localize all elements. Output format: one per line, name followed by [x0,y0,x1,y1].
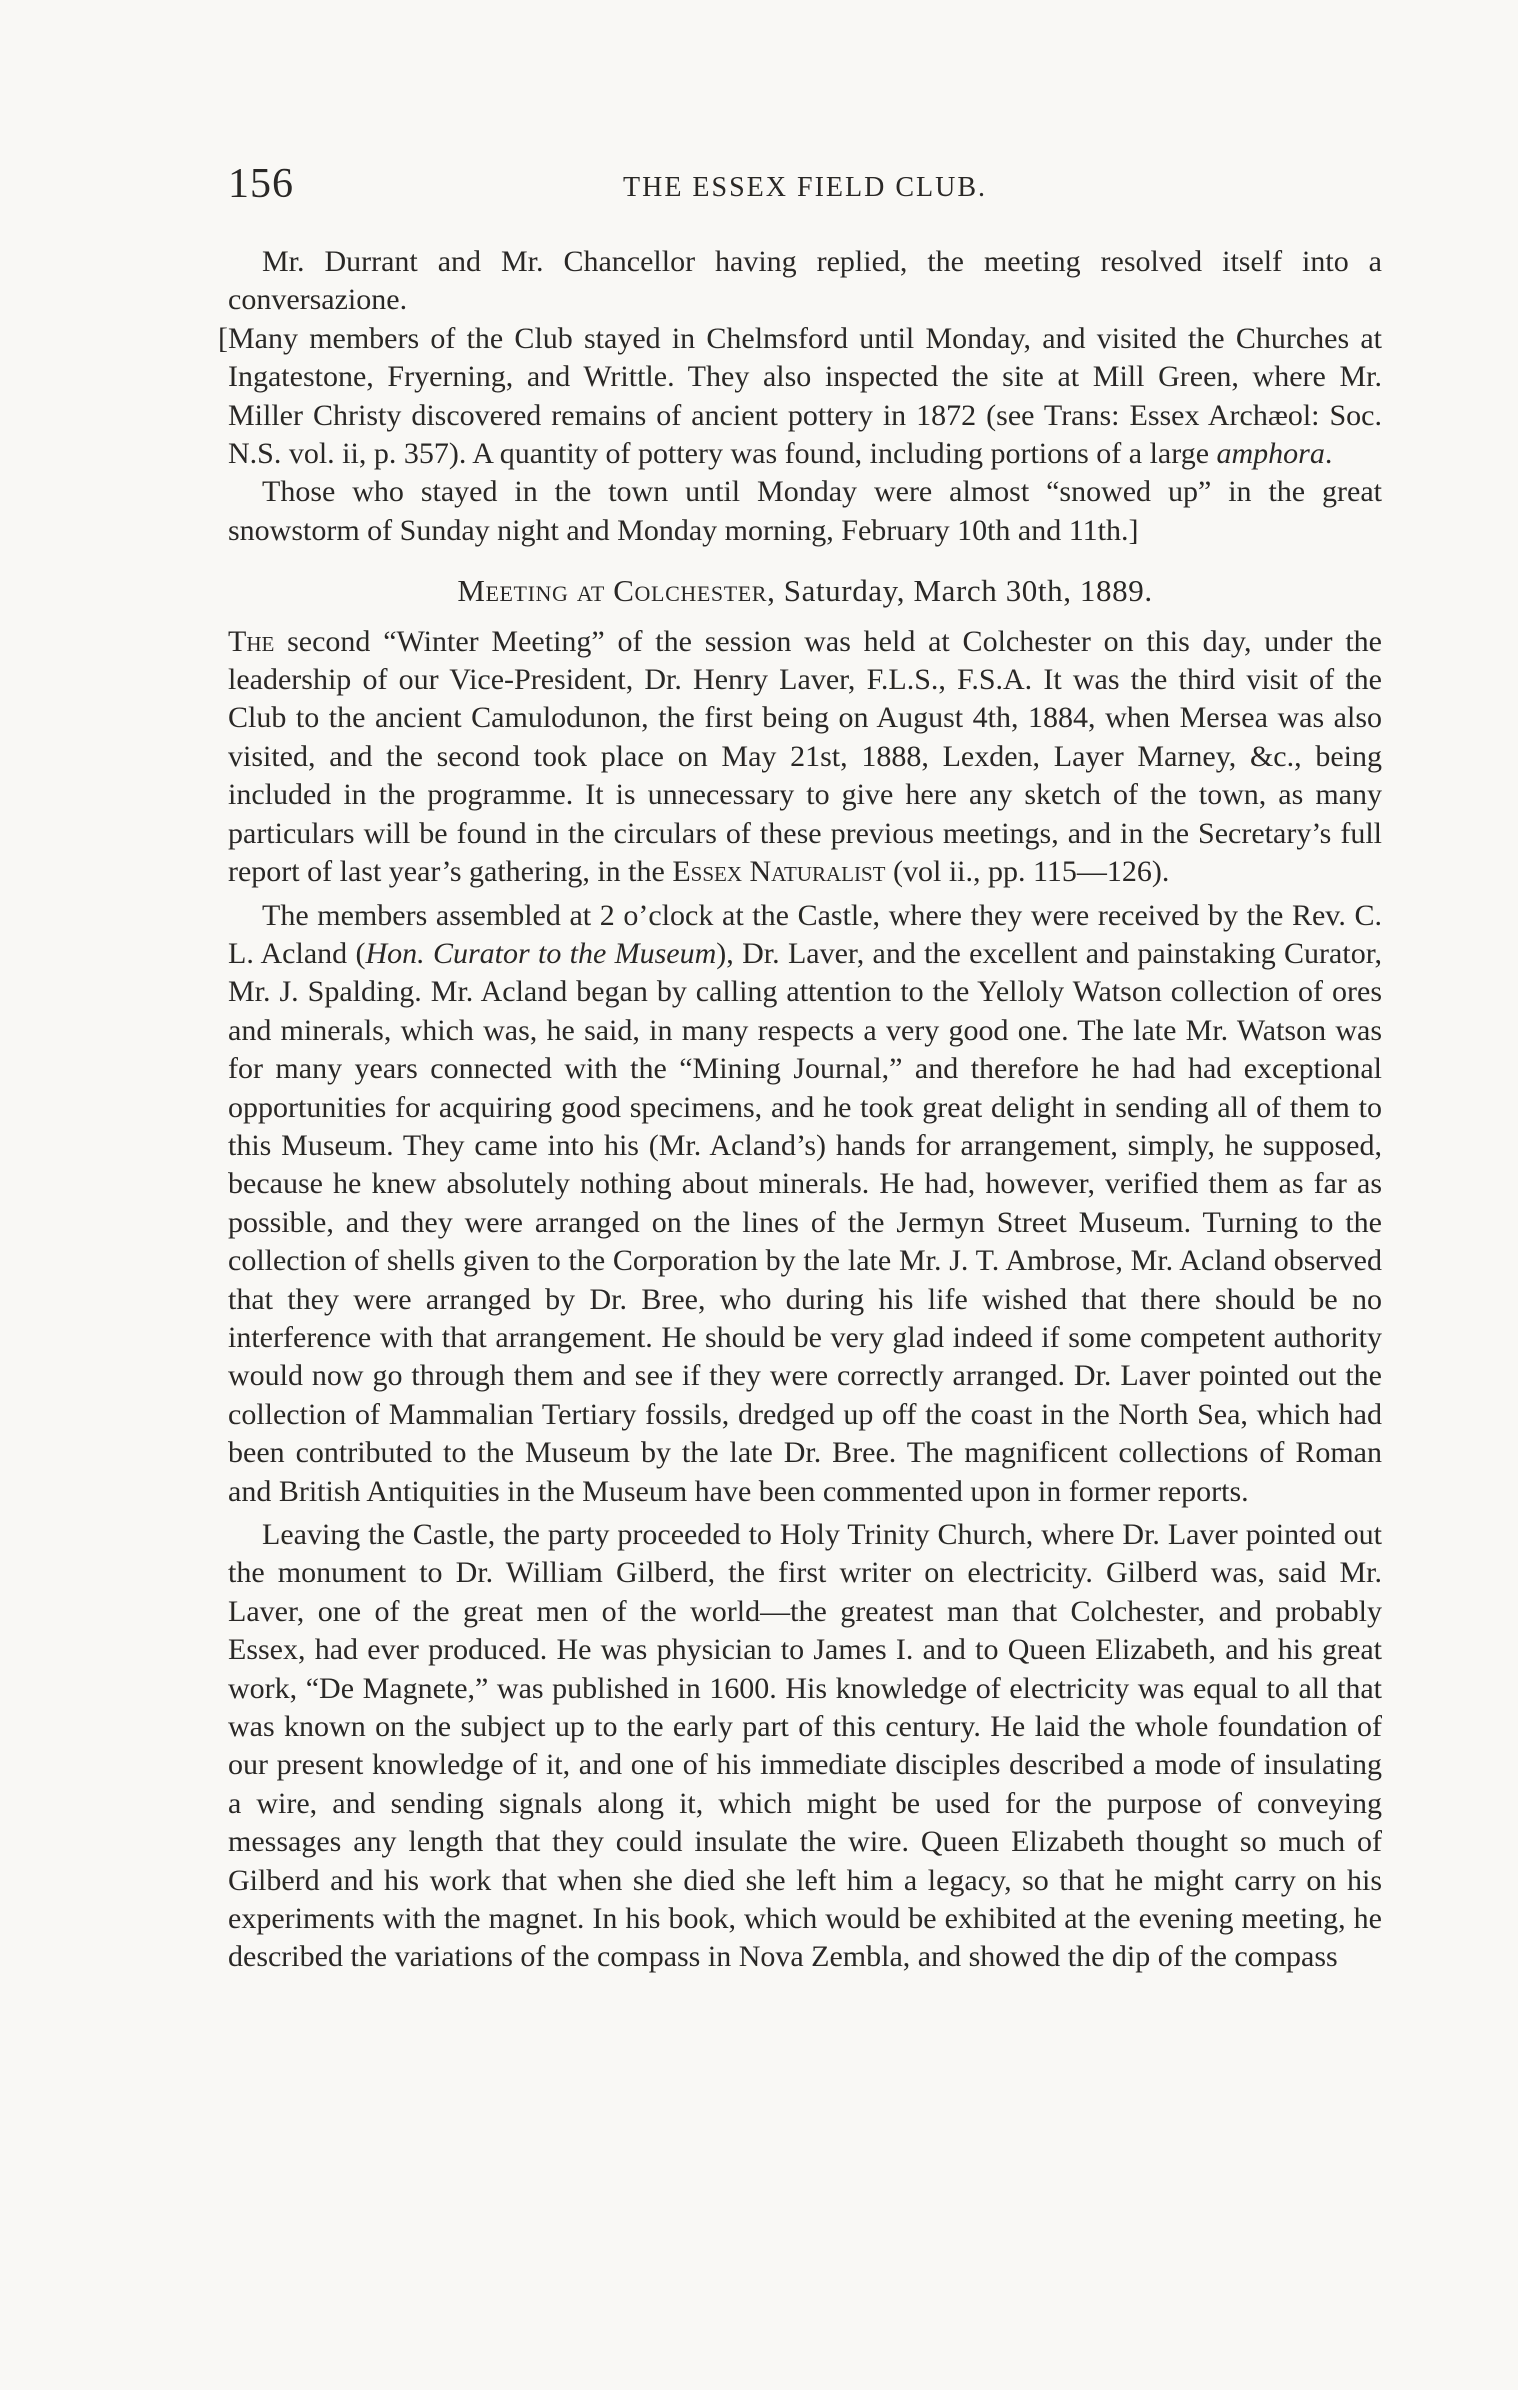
paragraph-castle-visit: The members assembled at 2 o’clock at the Castle, where they were received by the Rev. C. L. Acland (Hon. Curator to the Museum), Dr. Laver, and the excellent and painstaking Curator, Mr. J. Spalding. Mr. Acland began by calling attention to the Yelloly Watson collection of ores and minerals, which was, he said, in many respects a very good one. The late Mr. Watson was for many years connected with the “Mining Journal,” and therefore he had had exceptional opportunities for acquiring good specimens, and he took great delight in sending all of them to this Museum. They came into his (Mr. Acland’s) hands for arrangement, simply, he supposed, because he knew absolutely nothing about minerals. He had, however, verified them as far as possible, and they were arranged on the lines of the Jermyn Street Museum. Turning to the collection of shells given to the Corporation by the late Mr. J. T. Ambrose, Mr. Acland observed that they were arranged by Dr. Bree, who during his life wished that there should be no interference with that arrangement. He should be very glad indeed if some competent authority would now go through them and see if they were correctly arranged. Dr. Laver pointed out the collection of Mammalian Tertiary fossils, dredged up off the coast in the North Sea, which had been contributed to the Museum by the late Dr. Bree. The magnificent collections of Roman and British Antiquities in the Museum have been commented upon in former reports. [228,898,1382,1508]
running-head: THE ESSEX FIELD CLUB. [623,172,987,203]
essex-naturalist-title: Essex Naturalist [672,855,886,889]
body-text [218,243,1382,1977]
page-number: 156 [228,161,294,207]
paragraph-snowstorm: Those who stayed in the town until Monday were almost “snowed up” in the great snowstorm of Sunday night and Monday morning, February 10th and 11th.] [228,475,1382,547]
meeting-heading: Meeting at Colchester, Saturday, March 30th, 1889. [457,573,1153,609]
paragraph-durrant-reply: Mr. Durrant and Mr. Chancellor having replied, the meeting resolved itself into a conversazione. [228,245,1382,317]
paragraph-chelmsford-stay: [Many members of the Club stayed in Chelmsford until Monday, and visited the Churches at Ingatestone, Fryerning, and Writtle. They also inspected the site at Mill Green, where Mr. Miller Christy discovered remains of ancient pottery in 1872 (see Trans: Essex Archæol: Soc. N.S. vol. ii, p. 357). A quantity of pottery was found, including portions of a large amphora. [218,321,1382,471]
curator-title-italic: Hon. Curator to the Museum [365,936,717,970]
paragraph-winter-meeting: The second “Winter Meeting” of the session was held at Colchester on this day, under the leadership of our Vice-President, Dr. Henry Laver, F.L.S., F.S.A. It was the third visit of the Club to the ancient Camulodunon, the first being on August 4th, 1884, when Mersea was also visited, and the second took place on May 21st, 1888, Lexden, Layer Marney, &c., being included in the programme. It is unnecessary to give here any sketch of the town, as many particulars will be found in the circulars of these previous meetings, and in the Secretary’s full report of last year’s gathering, in the Essex Naturalist (vol ii., pp. 115—126). [228,624,1382,889]
amphora-italic: amphora [1216,437,1325,471]
page-header [228,160,1382,220]
paragraph-holy-trinity: Leaving the Castle, the party proceeded to Holy Trinity Church, where Dr. Laver pointed out the monument to Dr. William Gilberd, the first writer on electricity. Gilberd was, said Mr. Laver, one of the great men of the world—the greatest man that Colchester, and probably Essex, had ever produced. He was physician to James I. and to Queen Elizabeth, and his great work, “De Magnete,” was published in 1600. His knowledge of electricity was equal to all that was known on the subject up to the early part of this century. He laid the whole foundation of our present knowledge of it, and one of his immediate disciples described a mode of insulating a wire, and sending signals along it, which might be used for the purpose of conveying messages any length that they could insulate the wire. Queen Elizabeth thought so much of Gilberd and his work that when she died she left him a legacy, so that he might carry on his experiments with the magnet. In his book, which would be exhibited at the evening meeting, he described the variations of the compass in Nova Zembla, and showed the dip of the compass [228,1518,1382,1974]
